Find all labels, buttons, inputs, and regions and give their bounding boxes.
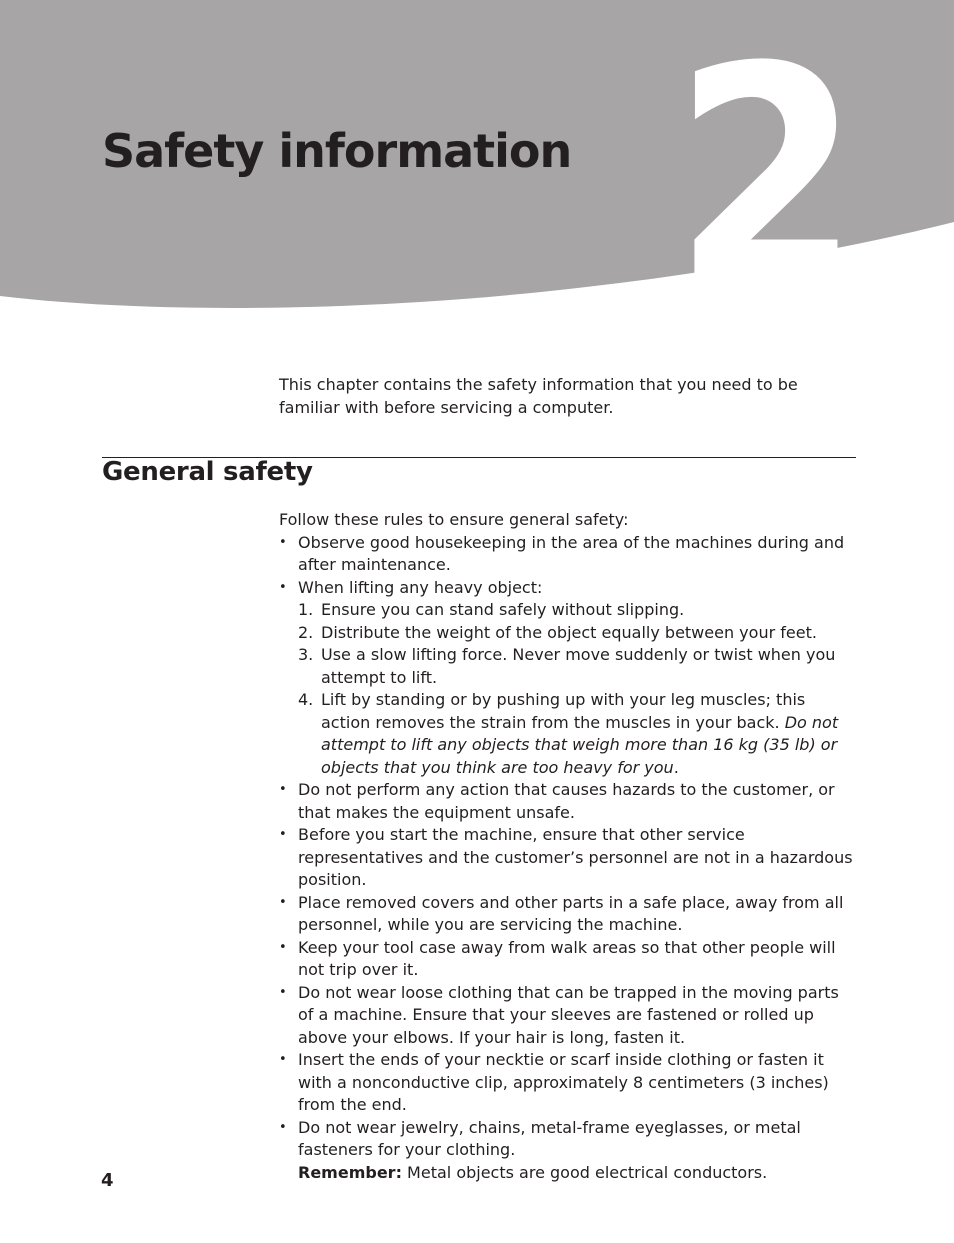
list-item-text: When lifting any heavy object: (298, 577, 543, 597)
list-item (279, 577, 859, 780)
chapter-number: 2 (673, 3, 861, 320)
list-item (279, 1117, 859, 1185)
step-text: Distribute the weight of the object equally between your feet. (321, 622, 817, 642)
bullet-icon: • (279, 579, 287, 595)
step-number: 4. (298, 690, 314, 709)
list-item (279, 824, 859, 892)
step-text: Lift by standing or by pushing up with your leg muscles; this action removes the strain from the muscles in your back. (321, 690, 806, 732)
list-item-text: Do not wear jewelry, chains, metal-frame eyeglasses, or metal fasteners for your clothing. (298, 1117, 801, 1159)
lifting-steps (298, 599, 859, 779)
bullet-icon: • (279, 1119, 287, 1135)
bullet-icon: • (279, 534, 287, 550)
bullet-icon: • (279, 939, 287, 955)
list-item-text: Observe good housekeeping in the area of the machines during and after maintenance. (298, 532, 845, 574)
bullet-icon: • (279, 1052, 287, 1067)
step-text: Ensure you can stand safely without slipping. (321, 600, 685, 619)
bullet-icon: • (279, 827, 287, 842)
step-number: 1. (298, 600, 314, 619)
list-item (279, 982, 859, 1050)
list-item (279, 892, 859, 937)
step-text: Use a slow lifting force. Never move suddenly or twist when you attempt to lift. (321, 645, 836, 687)
list-item-text: Place removed covers and other parts in a safe place, away from all personnel, while you are servicing the machine. (298, 892, 844, 934)
weight-warning: Do not attempt to lift any objects that weigh more than 16 kg (35 lb) or objects that you think are too heavy for you (321, 712, 839, 777)
list-item-text: Keep your tool case away from walk areas so that other people will not trip over it. (298, 937, 836, 979)
step-item (298, 622, 859, 645)
remember-note (298, 1162, 859, 1185)
general-safety-rules (279, 509, 859, 1184)
bullet-icon: • (279, 782, 287, 797)
list-item-text: Before you start the machine, ensure that other service representatives and the customer’s personnel are not in a hazardous position. (298, 825, 853, 889)
remember-text: Metal objects are good electrical conductors. (401, 1162, 768, 1182)
step-item (298, 644, 859, 689)
step-item (298, 599, 859, 622)
list-item-text: Do not perform any action that causes hazards to the customer, or that makes the equipment unsafe. (298, 780, 835, 822)
section-heading: General safety (102, 457, 313, 487)
page-title: Safety information (102, 124, 572, 178)
list-item (279, 779, 859, 824)
step-number: 3. (298, 645, 314, 664)
step-number: 2. (298, 622, 314, 642)
bullet-icon: • (279, 894, 287, 910)
bullet-icon: • (279, 984, 287, 1000)
list-item-text: Do not wear loose clothing that can be trapped in the moving parts of a machine. Ensure that your sleeves are fastened or rolled up above your elbows. If your hair is long, fasten it. (298, 982, 839, 1047)
page-number: 4 (101, 1170, 114, 1191)
step-item (298, 689, 859, 779)
step-text-suffix: . (673, 757, 679, 777)
rules-lead: Follow these rules to ensure general safety: (279, 510, 629, 529)
rules-list (279, 532, 859, 1185)
list-item-text: Insert the ends of your necktie or scarf inside clothing or fasten it with a nonconductive clip, approximately 8 centimeters (3 inches) from the end. (298, 1050, 829, 1114)
list-item (279, 937, 859, 982)
remember-label: Remember: (298, 1162, 402, 1182)
list-item (279, 1049, 859, 1117)
list-item (279, 532, 859, 577)
intro-paragraph: This chapter contains the safety information that you need to be familiar with before servicing a computer. (279, 375, 798, 417)
